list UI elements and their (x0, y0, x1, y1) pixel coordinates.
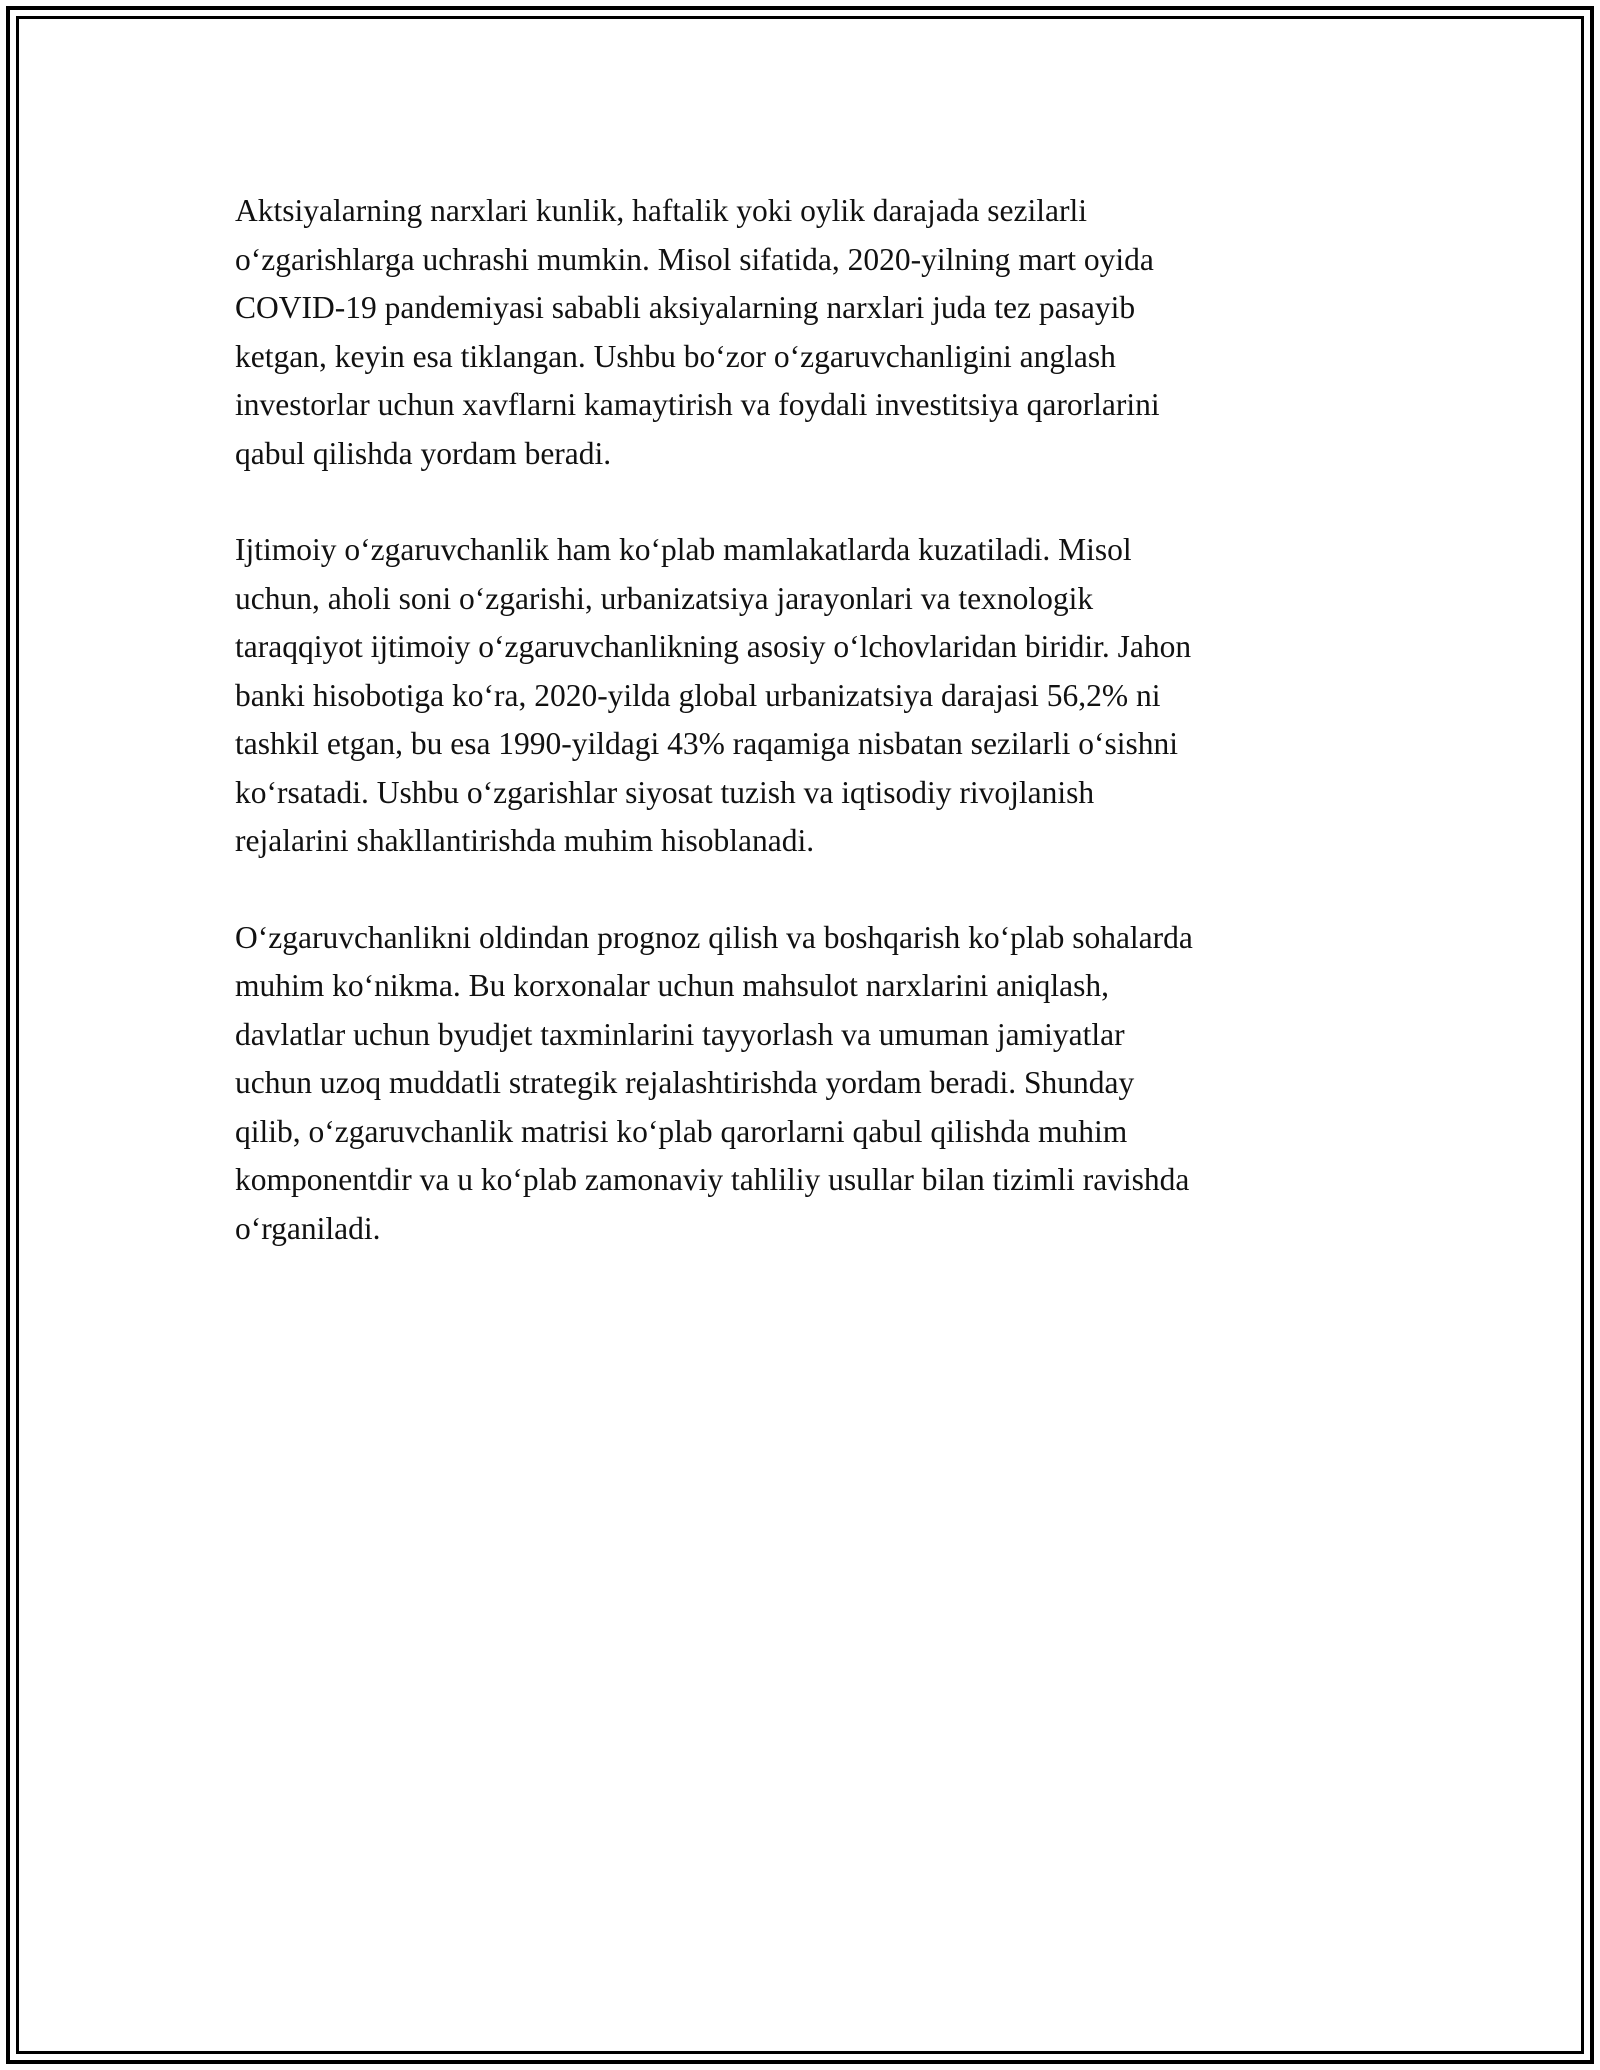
paragraph-forecasting: O‘zgaruvchanlikni oldindan prognoz qilish va boshqarish ko‘plab sohalarda muhim ko‘nikma. Bu korxonalar uchun mahsulot narxlarini aniqlash, davlatlar uchun byudjet taxminlarini tayyorlash va umuman jamiyatlar uchun uzoq muddatli strategik rejalashtirishda yordam beradi. Shunday qilib, o‘zgaruvchanlik matrisi ko‘plab qarorlarni qabul qilishda muhim komponentdir va u ko‘plab zamonaviy tahliliy usullar bilan tizimli ravishda o‘rganiladi. (235, 919, 1193, 1246)
document-body (235, 187, 1365, 1301)
paragraph-social-volatility: Ijtimoiy o‘zgaruvchanlik ham ko‘plab mamlakatlarda kuzatiladi. Misol uchun, aholi soni o‘zgarishi, urbanizatsiya jarayonlari va texnologik taraqqiyot ijtimoiy o‘zgaruvchanlikning asosiy o‘lchovlaridan biridir. Jahon banki hisobotiga ko‘ra, 2020-yilda global urbanizatsiya darajasi 56,2% ni tashkil etgan, bu esa 1990-yildagi 43% raqamiga nisbatan sezilarli o‘sishni ko‘rsatadi. Ushbu o‘zgarishlar siyosat tuzish va iqtisodiy rivojlanish rejalarini shakllantirishda muhim hisoblanadi. (235, 532, 1192, 858)
paragraph-stock-volatility: Aktsiyalarning narxlari kunlik, haftalik yoki oylik darajada sezilarli o‘zgarishlarga uchrashi mumkin. Misol sifatida, 2020-yilning mart oyida COVID-19 pandemiyasi sababli aksiyalarning narxlari juda tez pasayib ketgan, keyin esa tiklangan. Ushbu bo‘zor o‘zgaruvchanligini anglash investorlar uchun xavflarni kamaytirish va foydali investitsiya qarorlarini qabul qilishda yordam beradi. (235, 193, 1160, 471)
